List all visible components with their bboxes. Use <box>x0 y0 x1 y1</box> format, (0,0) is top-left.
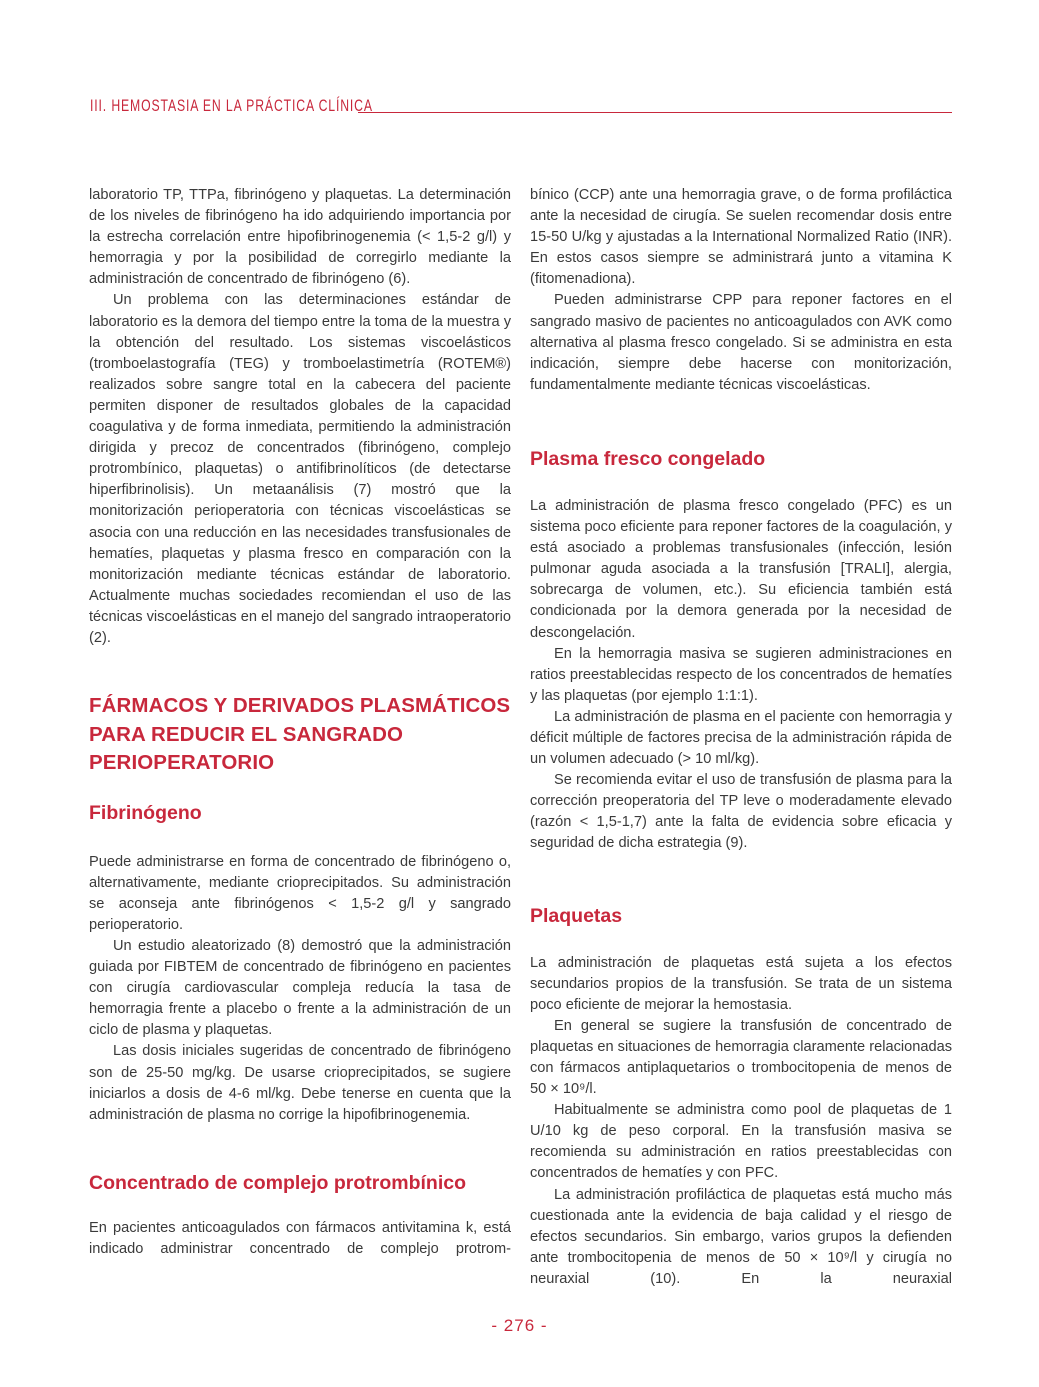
chapter-title: III. HEMOSTASIA EN LA PRÁCTICA CLÍNICA <box>90 96 373 115</box>
paragraph: Un estudio aleatorizado (8) demostró que la administración guiada por FIBTEM de concentrado de fibrinógeno en pacientes con cirugía cardiovascular compleja reducía la tasa de hemorragia frente a placebo o frente a la administración de un ciclo de plasma y plaquetas. <box>89 937 511 1039</box>
paragraph: laboratorio TP, TTPa, fibrinógeno y plaquetas. La determinación de los niveles de fibrinógeno ha ido adquiriendo importancia por la estrecha correlación entre hipofibrinogenemia (< 1,5-2 g/l) y hemorragia y por la posibilidad de corregirlo mediante la administración de concentrado de fibrinógeno (6). <box>89 187 511 288</box>
paragraph: La administración de plasma fresco congelado (PFC) es un sistema poco eficiente para reponer factores de la coagulación, y está asociado a problemas transfusionales (infección, lesión pulmonar aguda asociada a la transfusión [TRALI], alergia, sobrecarga de volumen, etc.). Su eficiencia también está condicionada por la demora generada por la necesidad de descongelación. <box>530 497 952 641</box>
paragraph: Se recomienda evitar el uso de transfusión de plasma para la corrección preoperatoria del TP leve o moderadamente elevado (razón < 1,5-1,7) ante la falta de evidencia sobre eficacia y seguridad de dicha estrategia (9). <box>530 772 952 852</box>
paragraph: En la hemorragia masiva se sugieren administraciones en ratios preestablecidas respecto de los concentrados de hematíes y las plaquetas (por ejemplo 1:1:1). <box>530 645 952 704</box>
subheading-pfc: Plasma fresco congelado <box>530 447 766 470</box>
left-column <box>89 185 511 1260</box>
right-column <box>530 185 952 1290</box>
running-header <box>90 96 952 116</box>
paragraph: La administración profiláctica de plaquetas está mucho más cuestionada ante la evidencia de baja calidad y el riesgo de efectos secundarios. Sin embargo, varios grupos la defienden ante trombocitopenia de menos de 50 × 10⁹/l y cirugía no neuraxial (10). En la neuraxial <box>530 1186 952 1287</box>
paragraph: Puede administrarse en forma de concentrado de fibrinógeno o, alternativamente, mediante crioprecipitados. Su administración se aconseja ante fibrinógenos < 1,5-2 g/l y sangrado perioperatorio. <box>89 853 511 933</box>
paragraph: La administración de plaquetas está sujeta a los efectos secundarios propios de la transfusión. Se trata de un sistema poco eficiente de mejorar la hemostasia. <box>530 954 952 1013</box>
paragraph: Habitualmente se administra como pool de plaquetas de 1 U/10 kg de peso corporal. En la transfusión masiva se recomienda su administración en ratios preestablecidas con concentrados de hematíes y con PFC. <box>530 1102 952 1182</box>
paragraph: La administración de plasma en el paciente con hemorragia y déficit múltiple de factores precisa de la administración rápida de un volumen adecuado (> 10 ml/kg). <box>530 708 952 768</box>
page-number: - 276 - <box>491 1316 548 1335</box>
paragraph: bínico (CCP) ante una hemorragia grave, o de forma profiláctica ante la necesidad de cirugía. Se suelen recomendar dosis entre 15-50 U/kg y ajustadas a la International Normalized Ratio (INR). En estos casos siempre se administrará junto a vitamina K (fitomenadiona). <box>530 187 952 288</box>
subheading-plaquetas: Plaquetas <box>530 904 623 927</box>
paragraph: Un problema con las determinaciones estándar de laboratorio es la demora del tiempo entre la toma de la muestra y la obtención del resultado. Los sistemas viscoelásticos (tromboelastografía (TEG) y tromboelastimetría (ROTEM®) realizados sobre sangre total en la cabecera del paciente permiten disponer de resultados globales de la capacidad coagulativa y de forma inmediata, permitiendo la administración dirigida y precoz de concentrados (fibrinógeno, complejo protrombínico, plaquetas) o antifibrinolíticos (de detectarse hiperfibrinolisis). Un metaanálisis (7) mostró que la monitorización perioperatoria con técnicas viscoelásticas se asocia con una reducción en las necesidades transfusionales de hematíes, plaquetas y plasma fresco en comparación con la monitorización mediante técnicas estándar de laboratorio. Actualmente muchas sociedades recomiendan el uso de las técnicas viscoelásticas en el manejo del sangrado intraoperatorio (2). <box>89 292 511 646</box>
paragraph: Pueden administrarse CPP para reponer factores en el sangrado masivo de pacientes no anticoagulados con AVK como alternativa al plasma fresco congelado. Si se administra en esta indicación, siempre debe hacerse con monitorización, fundamentalmente mediante técnicas viscoelásticas. <box>530 292 952 393</box>
subheading-ccp: Concentrado de complejo protrombínico <box>89 1171 467 1194</box>
subheading-fibrinogeno: Fibrinógeno <box>89 801 202 824</box>
paragraph: Las dosis iniciales sugeridas de concentrado de fibrinógeno son de 25-50 mg/kg. De usarse crioprecipitados, se sugiere iniciarlos a dosis de 4-6 ml/kg. Debe tenerse en cuenta que la administración de plasma no corrige la hipofibrinogenemia. <box>89 1043 511 1123</box>
paragraph: En pacientes anticoagulados con fármacos antivitamina k, está indicado administrar concentrado de complejo protrom- <box>89 1219 511 1257</box>
paragraph: En general se sugiere la transfusión de concentrado de plaquetas en situaciones de hemorragia claramente relacionadas con fármacos antiplaquetarios o trombocitopenia de menos de 50 × 10⁹/l. <box>530 1017 952 1098</box>
header-rule <box>358 112 952 113</box>
section-heading: FÁRMACOS Y DERIVADOS PLASMÁTICOS PARA REDUCIR EL SANGRADO PERIOPERATORIO <box>89 694 511 775</box>
